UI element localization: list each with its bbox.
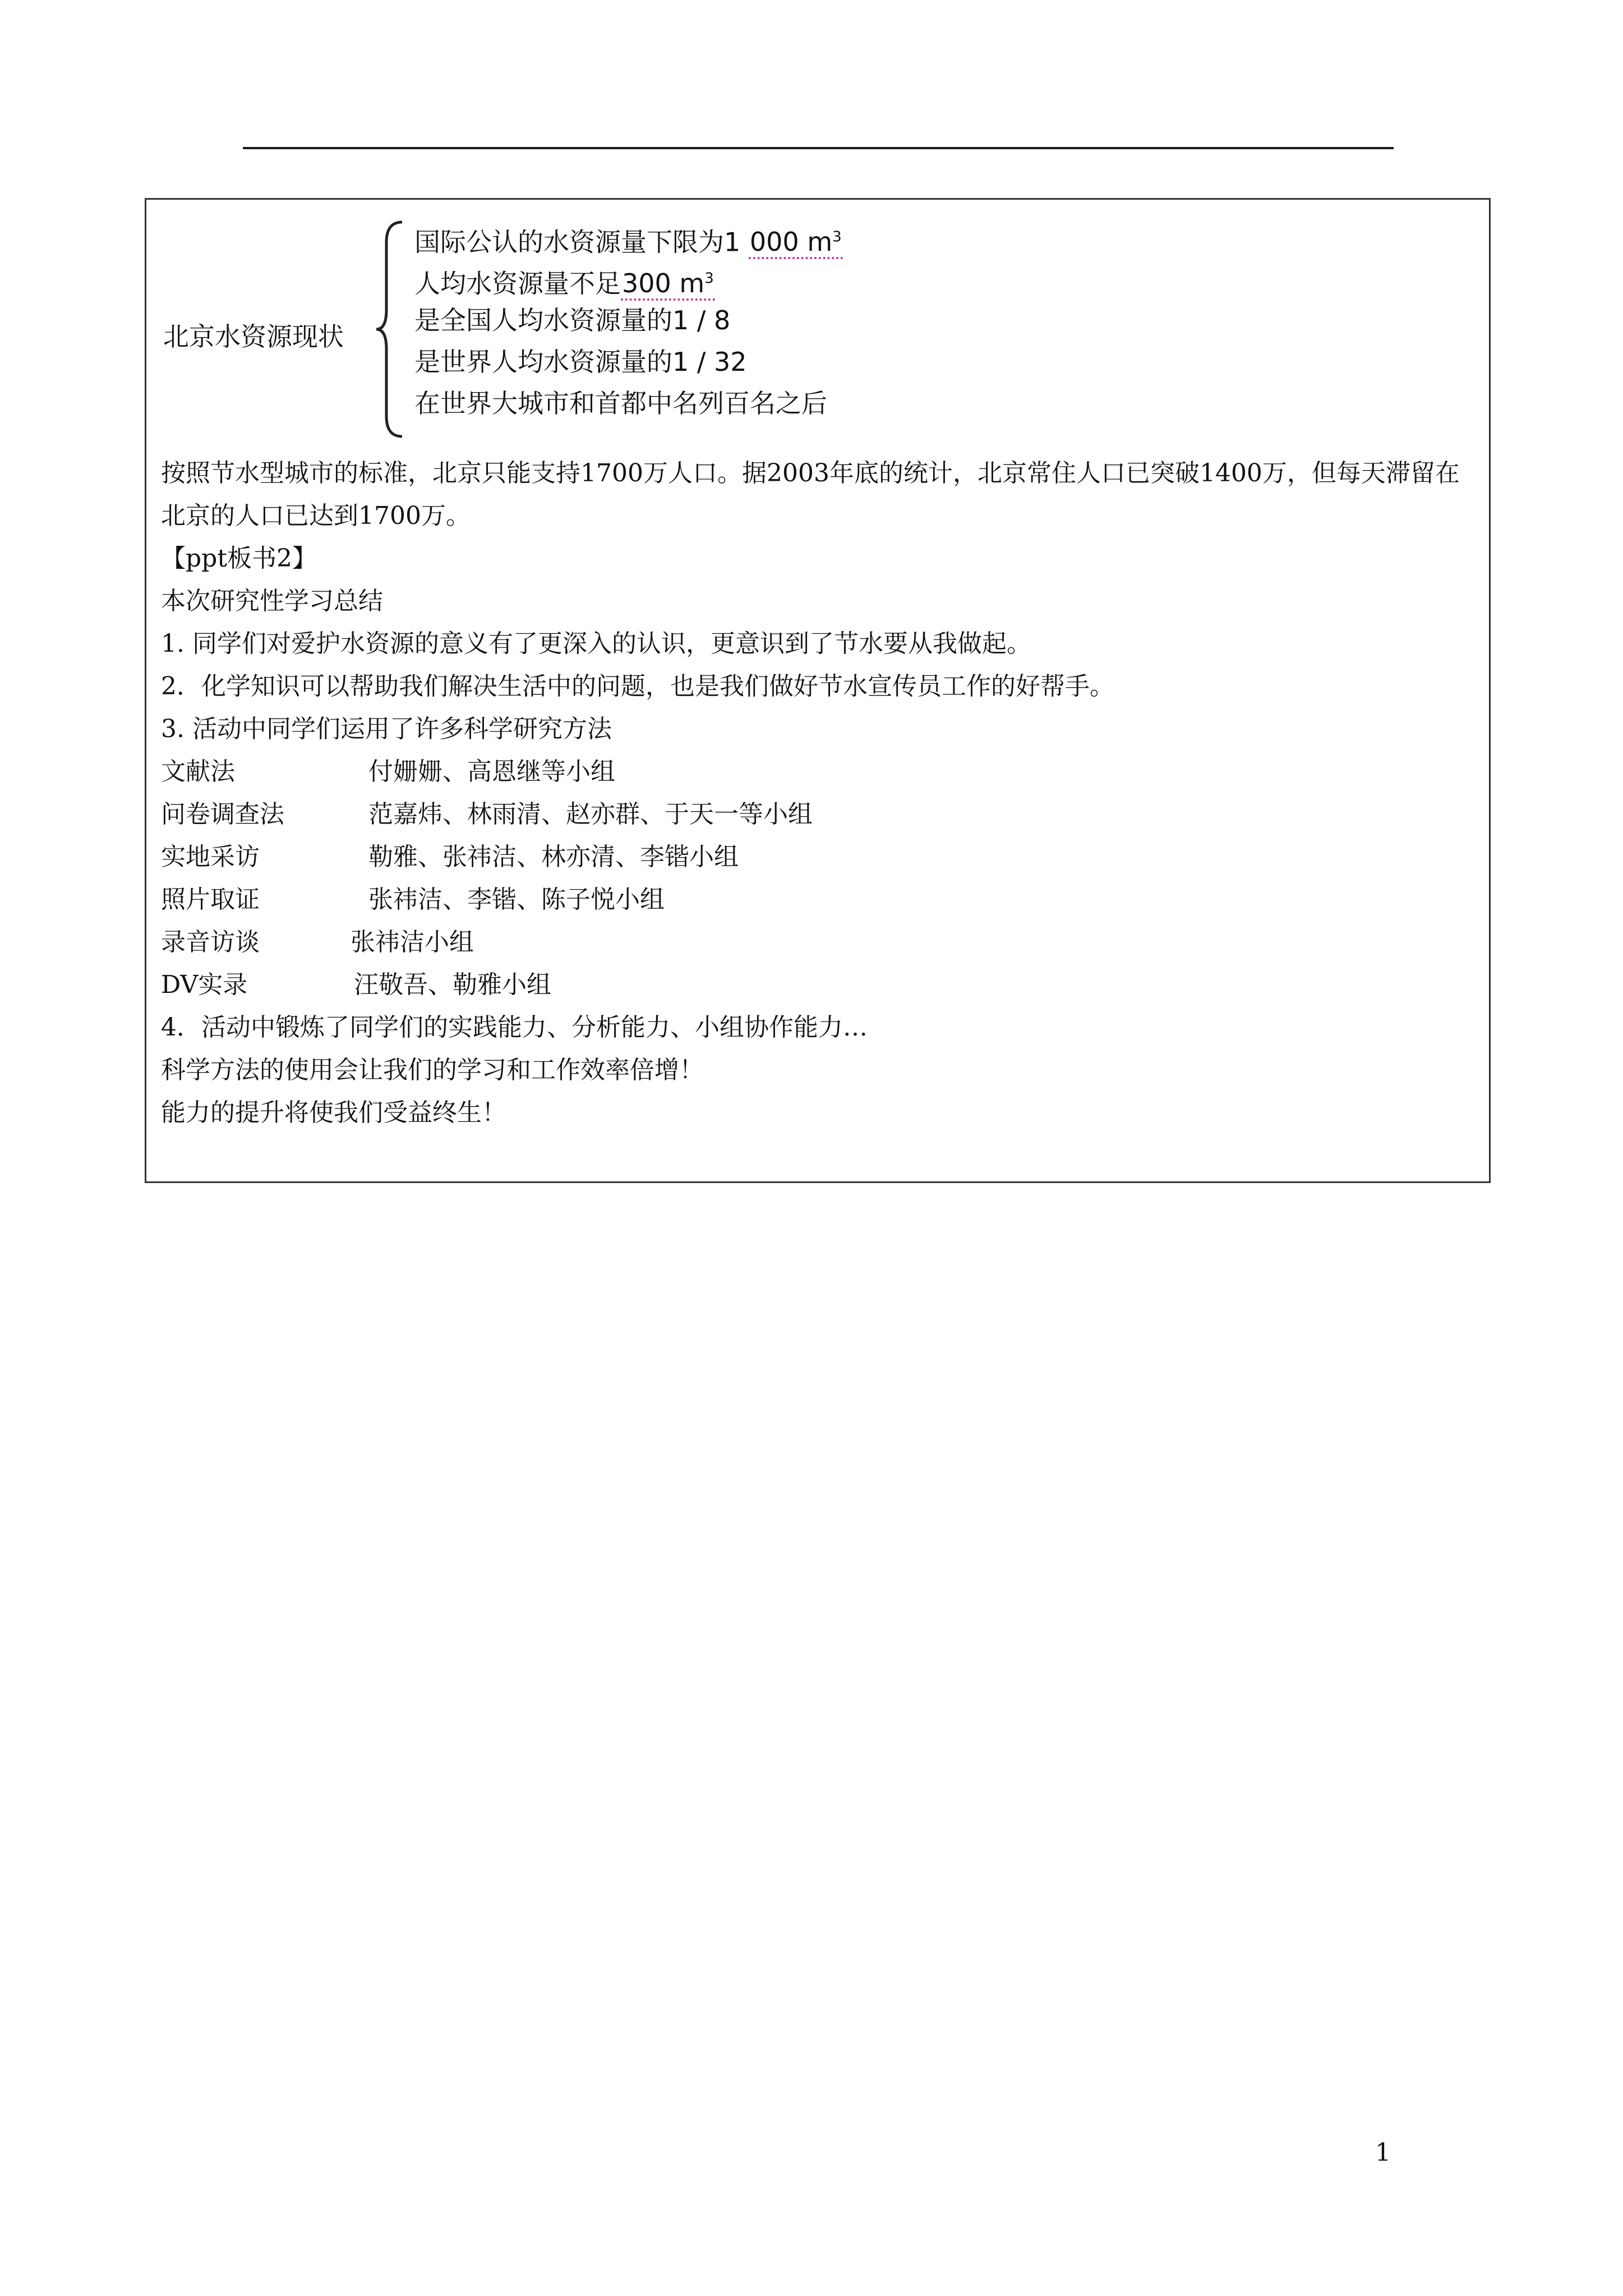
diagram-title: 北京水资源现状 <box>163 321 344 352</box>
header-rule <box>243 147 1394 149</box>
summary-title: 本次研究性学习总结 <box>161 587 383 615</box>
method-row <box>161 793 1479 836</box>
method-groups: 勒雅、张祎洁、林亦清、李锴小组 <box>368 843 739 871</box>
method-row <box>161 878 1479 921</box>
ppt-label: 【ppt板书2】 <box>161 544 317 573</box>
method-name: 实地采访 <box>161 843 260 871</box>
method-row <box>161 921 1479 964</box>
curly-brace-icon <box>374 220 408 439</box>
diagram-item: 人均水资源量不足300 $m^3$ <box>414 258 843 300</box>
diagram-item: 是世界人均水资源量的1 / 32 <box>414 347 747 377</box>
population-paragraph: 按照节水型城市的标准，北京只能支持1700万人口。据2003年底的统计，北京常住人口已突破1400万，但每天滞留在北京的人口已达到1700万。 <box>161 459 1460 530</box>
summary-point: 2．化学知识可以帮助我们解决生活中的问题，也是我们做好节水宣传员工作的好帮手。 <box>161 672 1114 701</box>
method-groups: 付姗姗、高恩继等小组 <box>368 757 615 786</box>
method-row <box>161 751 1479 793</box>
diagram-item: 国际公认的水资源量下限为1 000 $m^3$ <box>414 217 843 258</box>
method-name: 照片取证 <box>161 885 260 914</box>
water-status-diagram <box>163 217 948 441</box>
method-row <box>161 836 1479 878</box>
summary-point: 1. 同学们对爱护水资源的意义有了更深入的认识，更意识到了节水要从我做起。 <box>161 629 1031 658</box>
method-row <box>161 964 1479 1006</box>
method-groups: 张祎洁、李锴、陈子悦小组 <box>368 885 665 914</box>
method-name: 录音访谈 <box>161 928 260 956</box>
summary-point: 3. 活动中同学们运用了许多科学研究方法 <box>161 715 612 743</box>
method-groups: 范嘉炜、林雨清、赵亦群、于天一等小组 <box>368 800 813 829</box>
diagram-item: 是全国人均水资源量的1 / 8 <box>414 305 731 335</box>
diagram-item: 在世界大城市和首都中名列百名之后 <box>414 388 827 418</box>
closing-line: 能力的提升将使我们受益终生！ <box>161 1098 506 1127</box>
body-text <box>161 452 1479 1134</box>
method-name: 文献法 <box>161 757 235 786</box>
closing-line: 科学方法的使用会让我们的学习和工作效率倍增！ <box>161 1056 704 1084</box>
page-number: 1 <box>1375 2138 1391 2167</box>
summary-point: 4．活动中锻炼了同学们的实践能力、分析能力、小组协作能力… <box>161 1013 868 1042</box>
method-groups: 汪敬吾、勒雅小组 <box>354 970 551 999</box>
method-name: DV实录 <box>161 970 248 999</box>
method-name: 问卷调查法 <box>161 800 284 829</box>
content-box <box>145 198 1491 1183</box>
method-groups: 张祎洁小组 <box>351 928 474 956</box>
